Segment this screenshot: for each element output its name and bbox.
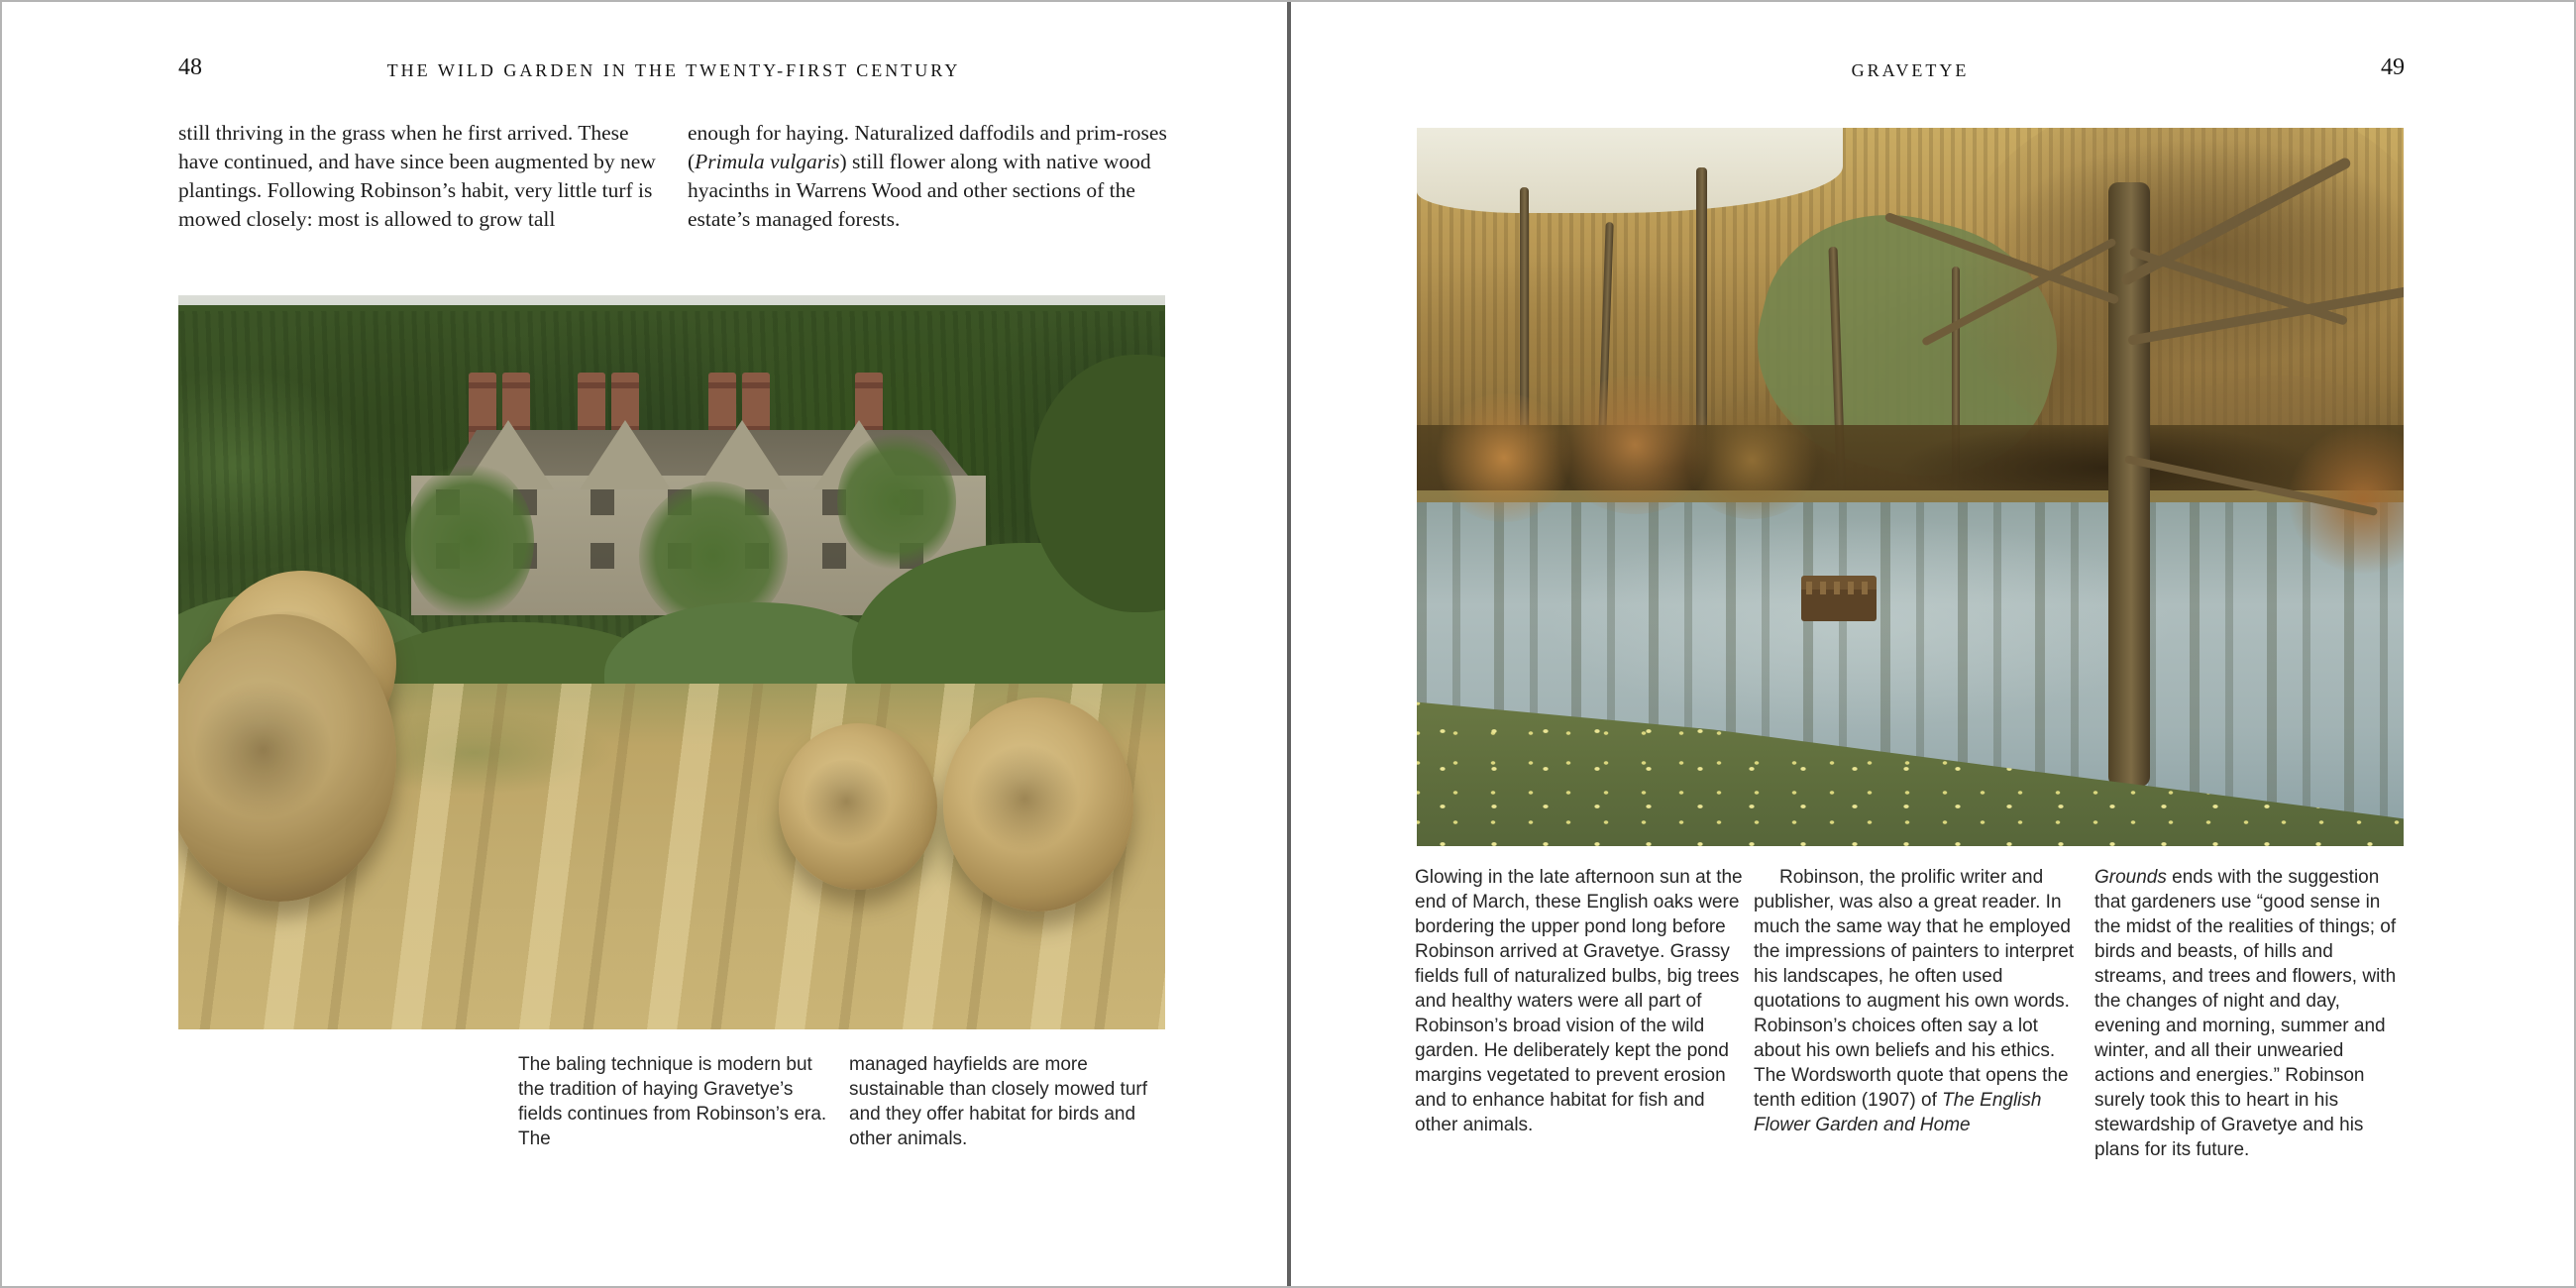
latin-species-name: Primula vulgaris — [695, 150, 840, 173]
photo-hayfield-manor — [178, 295, 1165, 1029]
ornamental-grass-left-3 — [1682, 400, 1821, 519]
ivy-patch-right — [837, 432, 956, 571]
caption-left-column-1 — [518, 1052, 827, 1151]
caption-right-column-1 — [1415, 865, 1744, 1137]
wooden-footbridge — [1801, 576, 1877, 621]
page-gutter-divider — [1287, 2, 1291, 1288]
caption-col3-text: ends with the suggestion that gardeners use “good sense in the midst of the realities of things; of birds and beasts, of hills and streams, and trees and flowers, with the changes of night and day, evening and morning, summer and winter, and all their unwearied actions and energies.” Robinson surely took this to heart in his stewardship of Gravetye and his plans for its future. — [2094, 867, 2397, 1160]
caption-text — [1754, 865, 2085, 1137]
body-text-column-2 — [688, 119, 1167, 234]
caption-right-column-3 — [2094, 865, 2406, 1162]
caption-col2-text: Robinson, the prolific writer and publisher, was also a great reader. In much the same way that he employed the impressions of painters to interpret his landscapes, he often used quotations to augment his own words. Robinson’s choices often say a lot about his own beliefs and his ethics. The Wordsworth quote that opens the tenth edition (1907) of — [1754, 867, 2075, 1111]
caption-text — [2094, 865, 2406, 1162]
body-text-column-1: still thriving in the grass when he first arrived. These have continued, and have since been augmented by new plantings. Following Robinson’s habit, very little turf is mowed closely: most is allowed to grow tall — [178, 121, 656, 231]
caption-text: The baling technique is modern but the tradition of haying Gravetye’s fields continues from Robinson’s era. The — [518, 1054, 827, 1149]
ivy-patch-left — [405, 462, 534, 620]
body-col2-text-cont: ) still flower along with native wood hyacinths in Warrens Wood and other sections of the estate’s managed forests. — [688, 150, 1151, 231]
body-col2-text: enough for haying. Naturalized daffodils and prim-roses ( — [688, 121, 1167, 173]
caption-right-column-2 — [1754, 865, 2085, 1137]
hay-bale-far-right — [943, 698, 1133, 912]
caption-text: Glowing in the late afternoon sun at the end of March, these English oaks were bordering the upper pond long before Robinson arrived at Gravetye. Grassy fields full of naturalized bulbs, big trees and healthy waters were all part of Robinson’s broad vision of the wild garden. He deliberately kept the pond margins vegetated to prevent erosion and to enhance habitat for fish and other animals. — [1415, 867, 1743, 1135]
page-number-right: 49 — [2381, 54, 2405, 80]
page-number-left: 48 — [178, 54, 202, 80]
caption-text: managed hayfields are more sustainable than closely mowed turf and they offer habitat for birds and other animals. — [849, 1054, 1147, 1149]
book-title-italic-cont: Grounds — [2094, 867, 2167, 888]
running-head-left: THE WILD GARDEN IN THE TWENTY-FIRST CENTURY — [386, 60, 961, 80]
running-head-right: GRAVETYE — [1851, 60, 1970, 80]
book-title-italic: The English Flower Garden and Home — [1754, 1090, 2042, 1135]
hay-bale-middle-right — [779, 723, 937, 890]
ornamental-grass-left-1 — [1435, 393, 1573, 522]
caption-left-column-2 — [849, 1052, 1164, 1151]
photo-pond-oaks — [1417, 128, 2404, 846]
